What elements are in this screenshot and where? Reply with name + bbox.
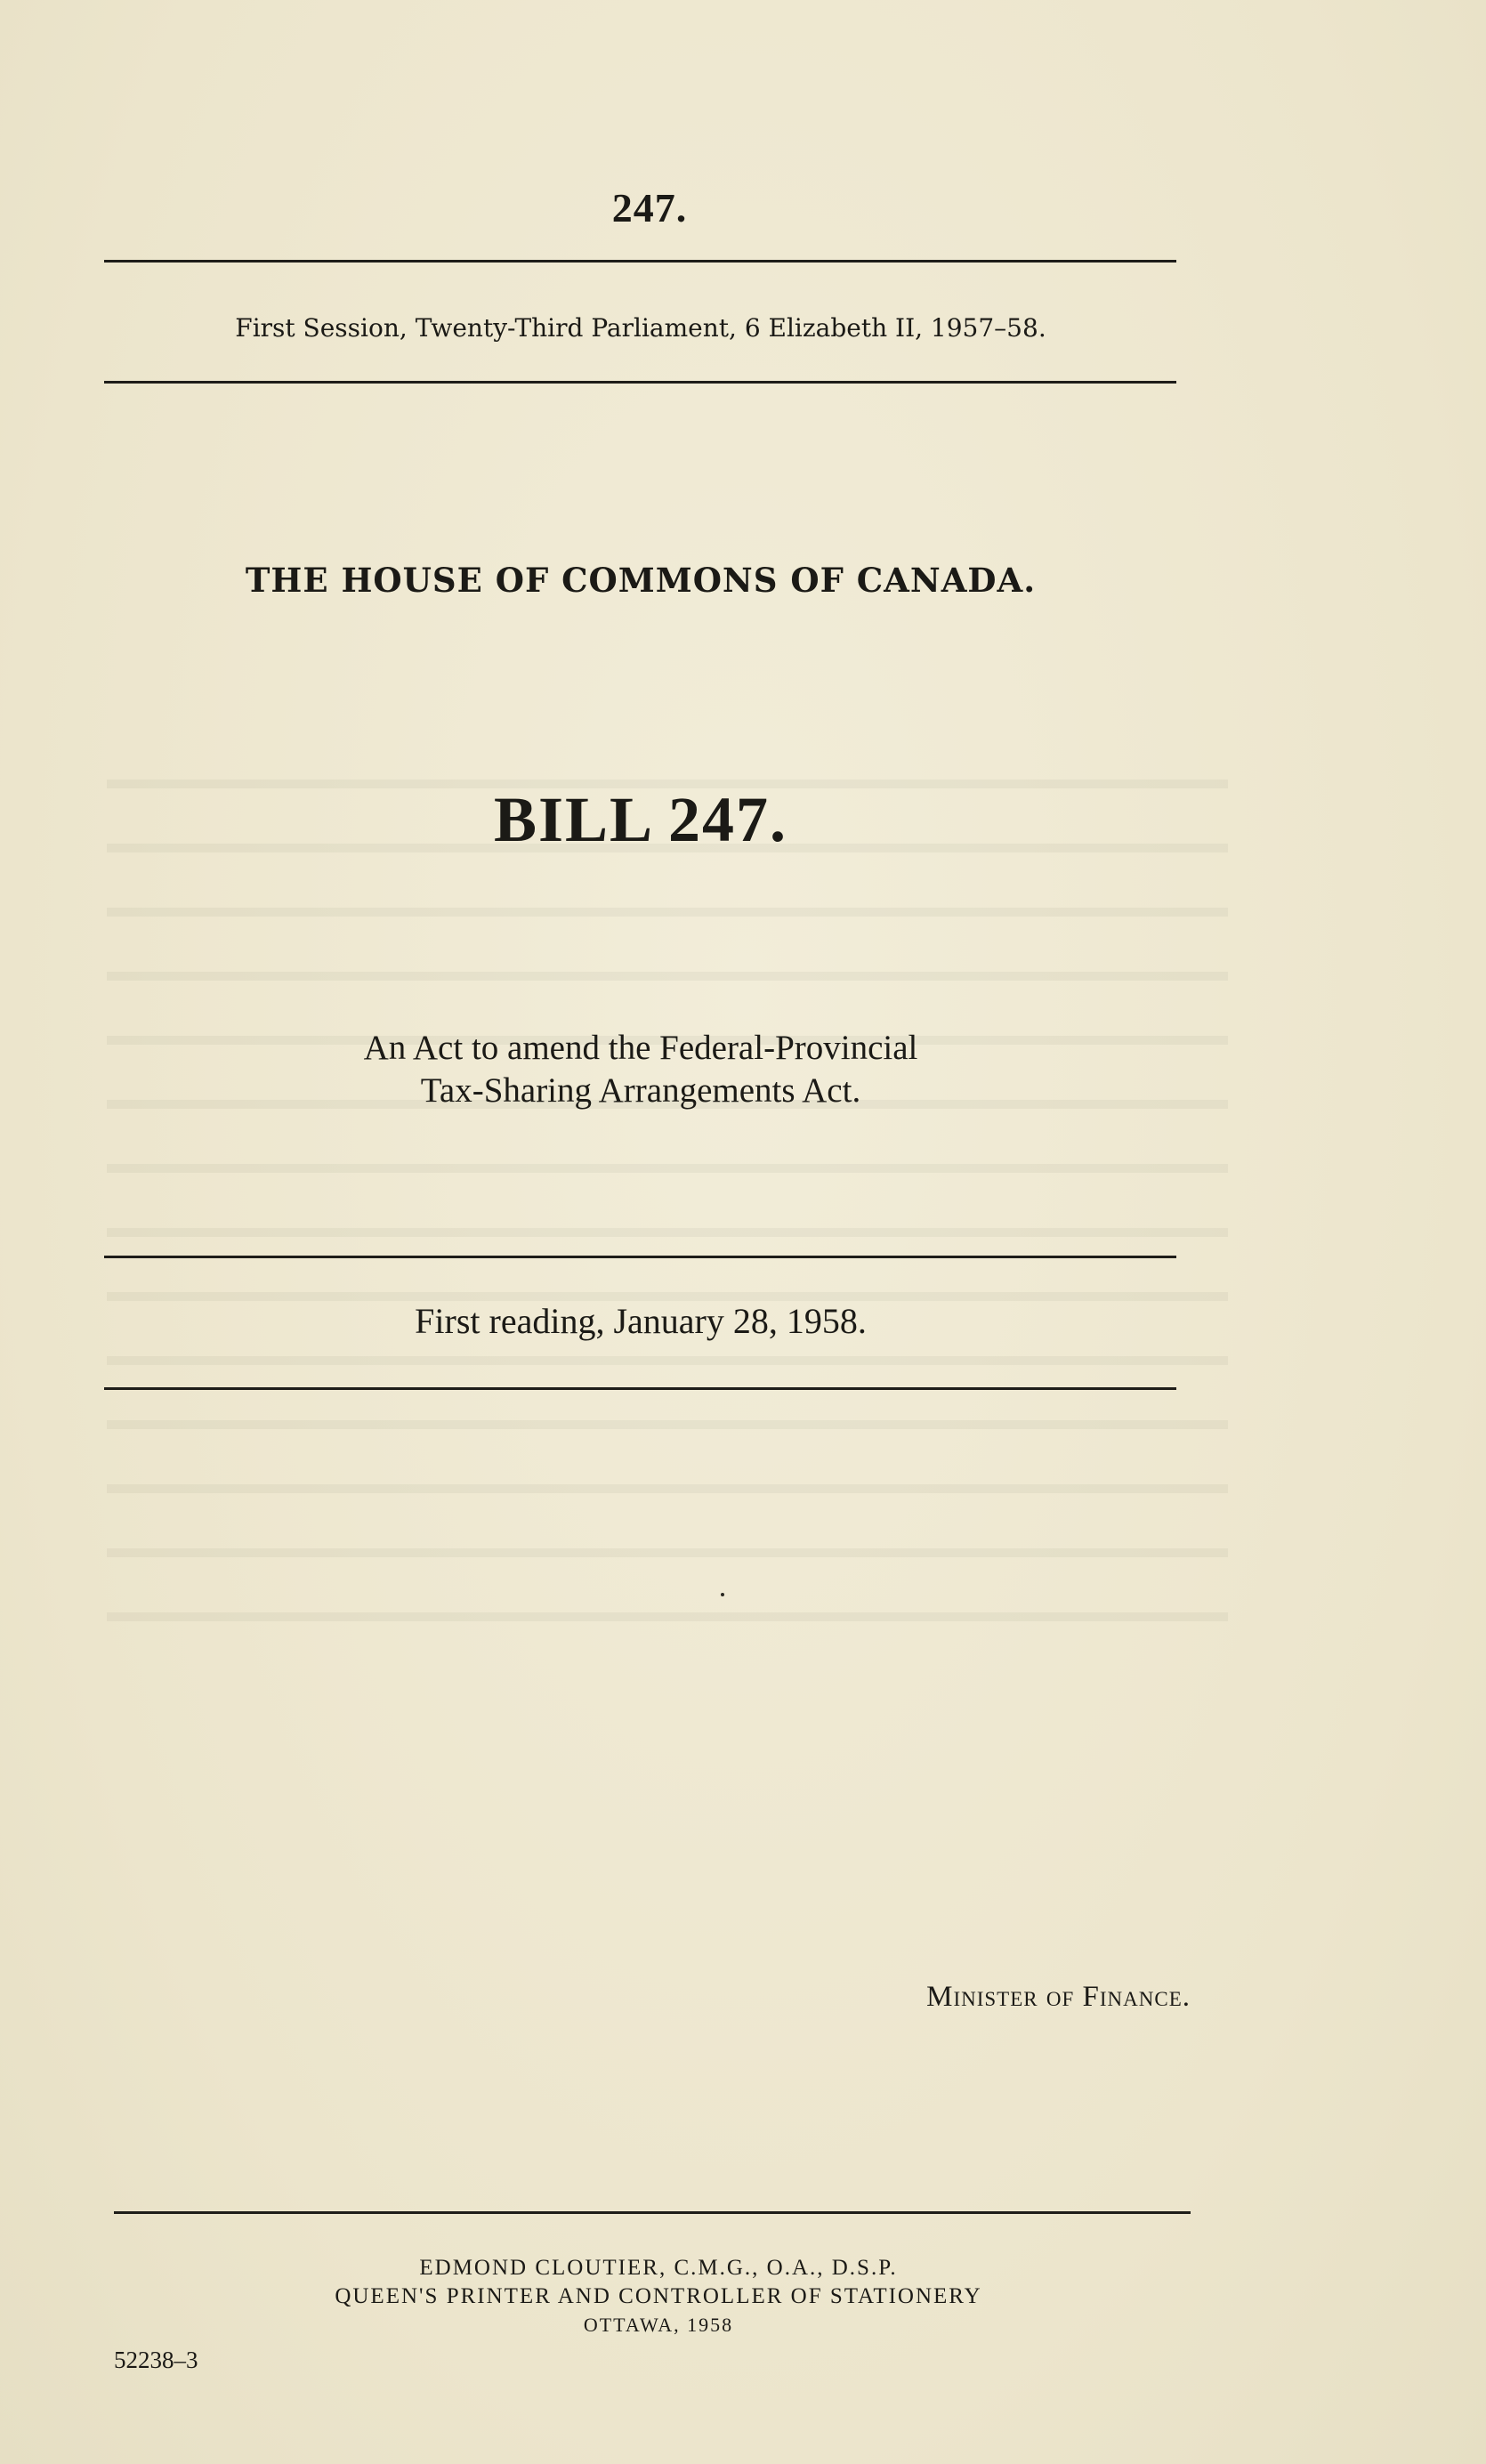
printing-speck — [721, 1593, 724, 1596]
act-title-line-1: An Act to amend the Federal-Provincial — [363, 1029, 918, 1067]
session-line: First Session, Twenty-Third Parliament, 6 Elizabeth II, 1957–58. — [235, 313, 1046, 343]
printer-name: EDMOND CLOUTIER, C.M.G., O.A., D.S.P. — [419, 2256, 898, 2280]
reading-bottom-rule — [104, 1387, 1176, 1390]
printer-rule — [114, 2211, 1191, 2214]
house-heading: THE HOUSE OF COMMONS OF CANADA. — [245, 561, 1037, 600]
top-rule — [104, 260, 1176, 263]
bill-title: BILL 247. — [493, 784, 788, 855]
reading-top-rule — [104, 1256, 1176, 1258]
print-code: 52238–3 — [114, 2347, 198, 2373]
session-rule — [104, 381, 1176, 384]
printer-title: QUEEN'S PRINTER AND CONTROLLER OF STATIONERY — [335, 2284, 982, 2308]
sponsor-minister: Minister of Finance. — [926, 1981, 1191, 2013]
printer-place-year: OTTAWA, 1958 — [583, 2314, 734, 2336]
act-title-line-2: Tax-Sharing Arrangements Act. — [420, 1071, 861, 1110]
bill-number: 247. — [611, 185, 688, 230]
first-reading-line: First reading, January 28, 1958. — [415, 1301, 867, 1341]
